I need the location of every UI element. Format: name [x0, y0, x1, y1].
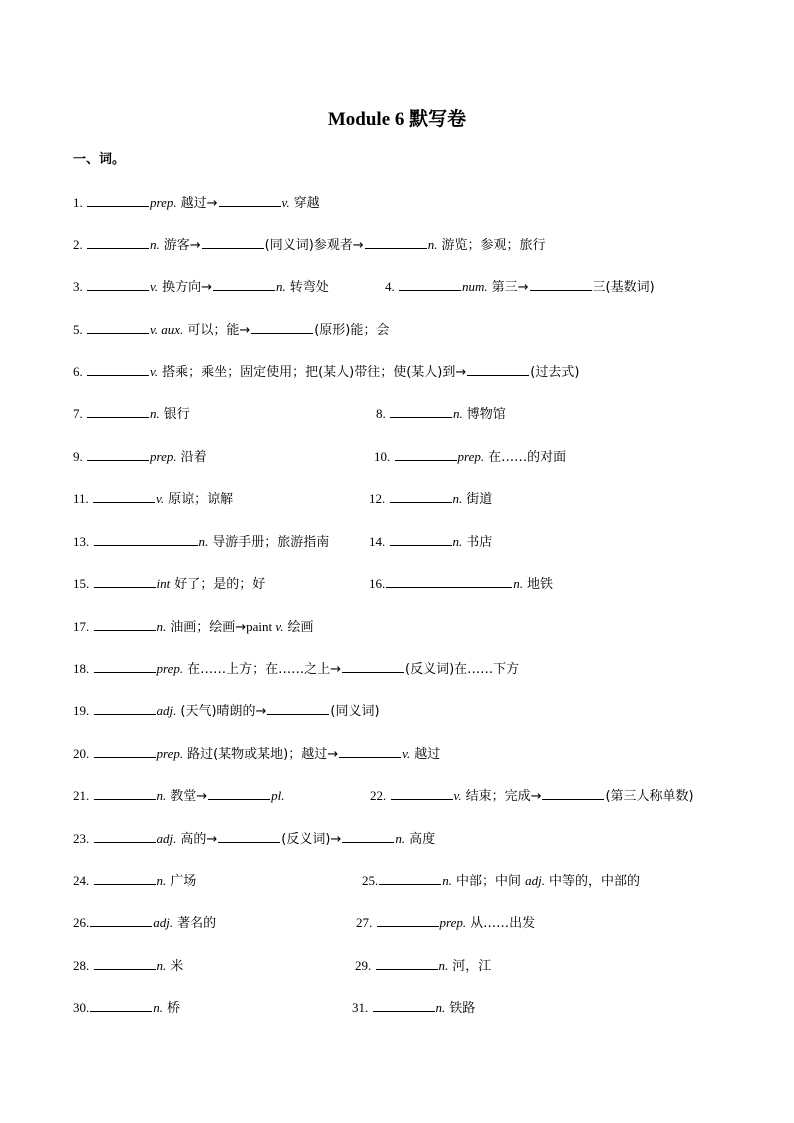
question-item: [73, 870, 196, 892]
part-of-speech: num.: [462, 279, 488, 294]
part-of-speech: v.: [275, 619, 284, 634]
definition-text: 油画；绘画→: [170, 620, 247, 635]
question-number: 1.: [73, 195, 86, 210]
definition-text: (第三人称单数): [605, 789, 694, 804]
question-number: 6.: [73, 364, 86, 379]
question-row: [0, 997, 794, 1017]
question-number: 14.: [369, 534, 389, 549]
question-row: [0, 743, 794, 763]
part-of-speech: prep.: [156, 746, 184, 761]
definition-text: 教堂→: [170, 789, 208, 804]
definition-text: (反义词)在……下方: [405, 662, 520, 677]
question-number: 15.: [73, 576, 93, 591]
page-title: Module 6 默写卷: [327, 109, 467, 130]
definition-text: 中等的，中部的: [549, 874, 641, 889]
part-of-speech: pl.: [271, 788, 285, 803]
definition-text: 穿越: [293, 196, 320, 211]
part-of-speech: n.: [198, 534, 209, 549]
answer-blank[interactable]: [87, 361, 149, 376]
part-of-speech: prep.: [150, 449, 177, 464]
question-item: [73, 997, 180, 1019]
answer-blank[interactable]: [342, 658, 404, 673]
question-item: [369, 531, 492, 553]
question-row: [0, 573, 794, 593]
definition-text: 游览；参观；旅行: [441, 238, 546, 253]
answer-blank[interactable]: [87, 446, 149, 461]
question-number: 12.: [369, 491, 389, 506]
definition-text: 在……上方；在……之上→: [187, 662, 342, 677]
question-item: [73, 361, 579, 383]
definition-text: 换方向→: [162, 280, 212, 295]
question-item: [376, 403, 506, 425]
question-number: 31.: [352, 1000, 372, 1015]
definition-text: 银行: [163, 407, 190, 422]
part-of-speech: v.: [281, 195, 290, 210]
part-of-speech: adj.: [156, 703, 177, 718]
answer-blank[interactable]: [94, 616, 156, 631]
definition-text: 从……出发: [470, 916, 536, 931]
question-item: [73, 573, 265, 595]
answer-blank[interactable]: [379, 870, 441, 885]
question-item: [73, 234, 545, 256]
answer-blank[interactable]: [376, 955, 438, 970]
definition-text: 书店: [466, 535, 493, 550]
answer-blank[interactable]: [399, 276, 461, 291]
part-of-speech: n.: [435, 1000, 446, 1015]
definition-text: 地铁: [527, 577, 554, 592]
question-row: [0, 446, 794, 466]
question-item: [362, 870, 640, 892]
definition-text: 铁路: [449, 1001, 476, 1016]
question-item: [73, 658, 519, 680]
part-of-speech: n.: [453, 406, 463, 421]
part-of-speech: n.: [513, 576, 523, 591]
definition-text: 广场: [170, 874, 197, 889]
question-item: [73, 912, 216, 934]
answer-blank[interactable]: [390, 403, 452, 418]
part-of-speech: adj.: [525, 873, 546, 888]
question-number: 7.: [73, 406, 86, 421]
answer-blank[interactable]: [93, 488, 155, 503]
question-item: [370, 785, 694, 807]
part-of-speech: n.: [156, 619, 167, 634]
question-number: 19.: [73, 703, 93, 718]
question-number: 26.: [73, 915, 90, 930]
definition-text: 高度: [409, 832, 436, 847]
definition-text: 转弯处: [289, 280, 329, 295]
question-row: [0, 785, 794, 805]
question-number: 21.: [73, 788, 93, 803]
answer-blank[interactable]: [386, 573, 512, 588]
question-item: [73, 700, 380, 722]
question-item: [73, 531, 329, 553]
answer-blank[interactable]: [342, 828, 394, 843]
answer-blank[interactable]: [391, 785, 453, 800]
answer-blank[interactable]: [390, 488, 452, 503]
part-of-speech: n.: [452, 491, 463, 506]
part-of-speech: v. aux.: [150, 322, 184, 337]
question-number: 11.: [73, 491, 93, 506]
definition-text: 越过: [414, 747, 441, 762]
question-number: 18.: [73, 661, 93, 676]
definition-text: 结束；完成→: [465, 789, 542, 804]
definition-text: (同义词): [330, 704, 380, 719]
definition-text: 著名的: [177, 916, 217, 931]
part-of-speech: prep.: [156, 661, 184, 676]
answer-blank[interactable]: [339, 743, 401, 758]
question-item: [73, 488, 233, 510]
definition-text: 可以；能→: [187, 323, 251, 338]
question-number: 4.: [385, 279, 398, 294]
question-number: 23.: [73, 831, 93, 846]
question-row: [0, 616, 794, 636]
question-item: [73, 446, 207, 468]
answer-blank[interactable]: [377, 912, 439, 927]
part-of-speech: n.: [442, 873, 452, 888]
answer-blank[interactable]: [94, 531, 198, 546]
definition-text: 游客→: [163, 238, 201, 253]
answer-blank[interactable]: [90, 997, 152, 1012]
question-item: [355, 955, 491, 977]
question-row: [0, 912, 794, 932]
answer-blank[interactable]: [267, 700, 329, 715]
part-of-speech: v.: [453, 788, 462, 803]
answer-blank[interactable]: [390, 531, 452, 546]
definition-text: 三(基数词): [592, 280, 655, 295]
answer-blank[interactable]: [542, 785, 604, 800]
part-of-speech: n.: [438, 958, 449, 973]
part-of-speech: n.: [452, 534, 463, 549]
section-heading: 一、词。: [73, 152, 126, 167]
question-row: [0, 700, 794, 720]
question-row: [0, 192, 794, 212]
answer-blank[interactable]: [395, 446, 457, 461]
definition-text: 原谅；谅解: [168, 492, 234, 507]
definition-text: (同义词)参观者→: [264, 238, 364, 253]
answer-blank[interactable]: [94, 828, 156, 843]
definition-text: 导游手册；旅游指南: [212, 535, 330, 550]
part-of-speech: n.: [150, 406, 160, 421]
definition-text: 河，江: [452, 959, 492, 974]
question-row: [0, 531, 794, 551]
question-item: [356, 912, 535, 934]
answer-blank[interactable]: [90, 912, 152, 927]
definition-text: (过去式): [530, 365, 580, 380]
question-number: 2.: [73, 237, 86, 252]
question-row: [0, 319, 794, 339]
part-of-speech: n.: [150, 237, 160, 252]
question-number: 20.: [73, 746, 93, 761]
part-of-speech: n.: [156, 958, 167, 973]
answer-blank[interactable]: [94, 573, 156, 588]
definition-text: 路过(某物或某地)；越过→: [187, 747, 339, 762]
answer-blank[interactable]: [94, 658, 156, 673]
part-of-speech: int: [156, 576, 171, 591]
definition-text: 在……的对面: [488, 450, 567, 465]
definition-text: (反义词)→: [281, 832, 342, 847]
answer-blank[interactable]: [213, 276, 275, 291]
part-of-speech: n.: [395, 831, 406, 846]
part-of-speech: n.: [156, 788, 167, 803]
question-item: [374, 446, 566, 468]
question-item: [73, 403, 190, 425]
part-of-speech: adj.: [156, 831, 177, 846]
question-number: 8.: [376, 406, 389, 421]
definition-text: 高的→: [180, 832, 218, 847]
question-number: 28.: [73, 958, 93, 973]
question-row: [0, 955, 794, 975]
part-of-speech: v.: [150, 279, 159, 294]
question-item: [73, 616, 313, 638]
question-item: [73, 743, 440, 765]
definition-text: 越过→: [180, 196, 218, 211]
question-row: [0, 870, 794, 890]
question-row: [0, 234, 794, 254]
question-row: [0, 828, 794, 848]
question-row: [0, 658, 794, 678]
part-of-speech: prep.: [150, 195, 177, 210]
answer-blank[interactable]: [251, 319, 313, 334]
answer-blank[interactable]: [202, 234, 264, 249]
question-item: [385, 276, 655, 298]
question-item: [73, 192, 320, 214]
question-item: [352, 997, 475, 1019]
answer-blank[interactable]: [87, 403, 149, 418]
answer-blank[interactable]: [94, 955, 156, 970]
answer-blank[interactable]: [467, 361, 529, 376]
question-item: [73, 955, 183, 977]
definition-text: paint: [246, 619, 276, 634]
question-number: 22.: [370, 788, 390, 803]
part-of-speech: n.: [275, 279, 286, 294]
answer-blank[interactable]: [94, 743, 156, 758]
answer-blank[interactable]: [87, 192, 149, 207]
answer-blank[interactable]: [219, 192, 281, 207]
question-row: [0, 488, 794, 508]
question-number: 24.: [73, 873, 93, 888]
question-number: 30.: [73, 1000, 90, 1015]
question-number: 10.: [374, 449, 394, 464]
question-item: [73, 828, 435, 850]
definition-text: (天气)晴朗的→: [180, 704, 267, 719]
definition-text: 米: [170, 959, 184, 974]
definition-text: 桥: [167, 1001, 181, 1016]
definition-text: 博物馆: [466, 407, 506, 422]
answer-blank[interactable]: [218, 828, 280, 843]
answer-blank[interactable]: [530, 276, 592, 291]
definition-text: 第三→: [491, 280, 529, 295]
part-of-speech: v.: [402, 746, 411, 761]
question-number: 25.: [362, 873, 379, 888]
part-of-speech: prep.: [457, 449, 485, 464]
question-number: 13.: [73, 534, 93, 549]
question-row: [0, 276, 794, 296]
part-of-speech: n.: [153, 1000, 163, 1015]
question-number: 16.: [369, 576, 386, 591]
question-item: [73, 319, 389, 341]
question-number: 27.: [356, 915, 376, 930]
definition-text: 好了；是的；好: [174, 577, 266, 592]
part-of-speech: v.: [150, 364, 159, 379]
question-item: [369, 573, 553, 595]
question-number: 5.: [73, 322, 86, 337]
answer-blank[interactable]: [87, 276, 149, 291]
question-item: [369, 488, 492, 510]
question-number: 9.: [73, 449, 86, 464]
definition-text: 沿着: [180, 450, 207, 465]
question-number: 29.: [355, 958, 375, 973]
part-of-speech: adj.: [153, 915, 174, 930]
part-of-speech: prep.: [439, 915, 467, 930]
answer-blank[interactable]: [87, 234, 149, 249]
answer-blank[interactable]: [87, 319, 149, 334]
answer-blank[interactable]: [373, 997, 435, 1012]
part-of-speech: n.: [156, 873, 167, 888]
definition-text: 搭乘；乘坐；固定使用；把(某人)带往；使(某人)到→: [162, 365, 467, 380]
question-item: [73, 785, 289, 807]
definition-text: 街道: [466, 492, 493, 507]
answer-blank[interactable]: [94, 700, 156, 715]
answer-blank[interactable]: [208, 785, 270, 800]
definition-text: 绘画: [287, 620, 314, 635]
question-row: [0, 361, 794, 381]
question-number: 17.: [73, 619, 93, 634]
question-number: 3.: [73, 279, 86, 294]
definition-text: 中部；中间: [456, 874, 526, 889]
part-of-speech: n.: [427, 237, 438, 252]
definition-text: (原形)能；会: [314, 323, 390, 338]
question-item: [73, 276, 329, 298]
answer-blank[interactable]: [365, 234, 427, 249]
answer-blank[interactable]: [94, 870, 156, 885]
answer-blank[interactable]: [94, 785, 156, 800]
question-row: [0, 403, 794, 423]
part-of-speech: v.: [156, 491, 165, 506]
